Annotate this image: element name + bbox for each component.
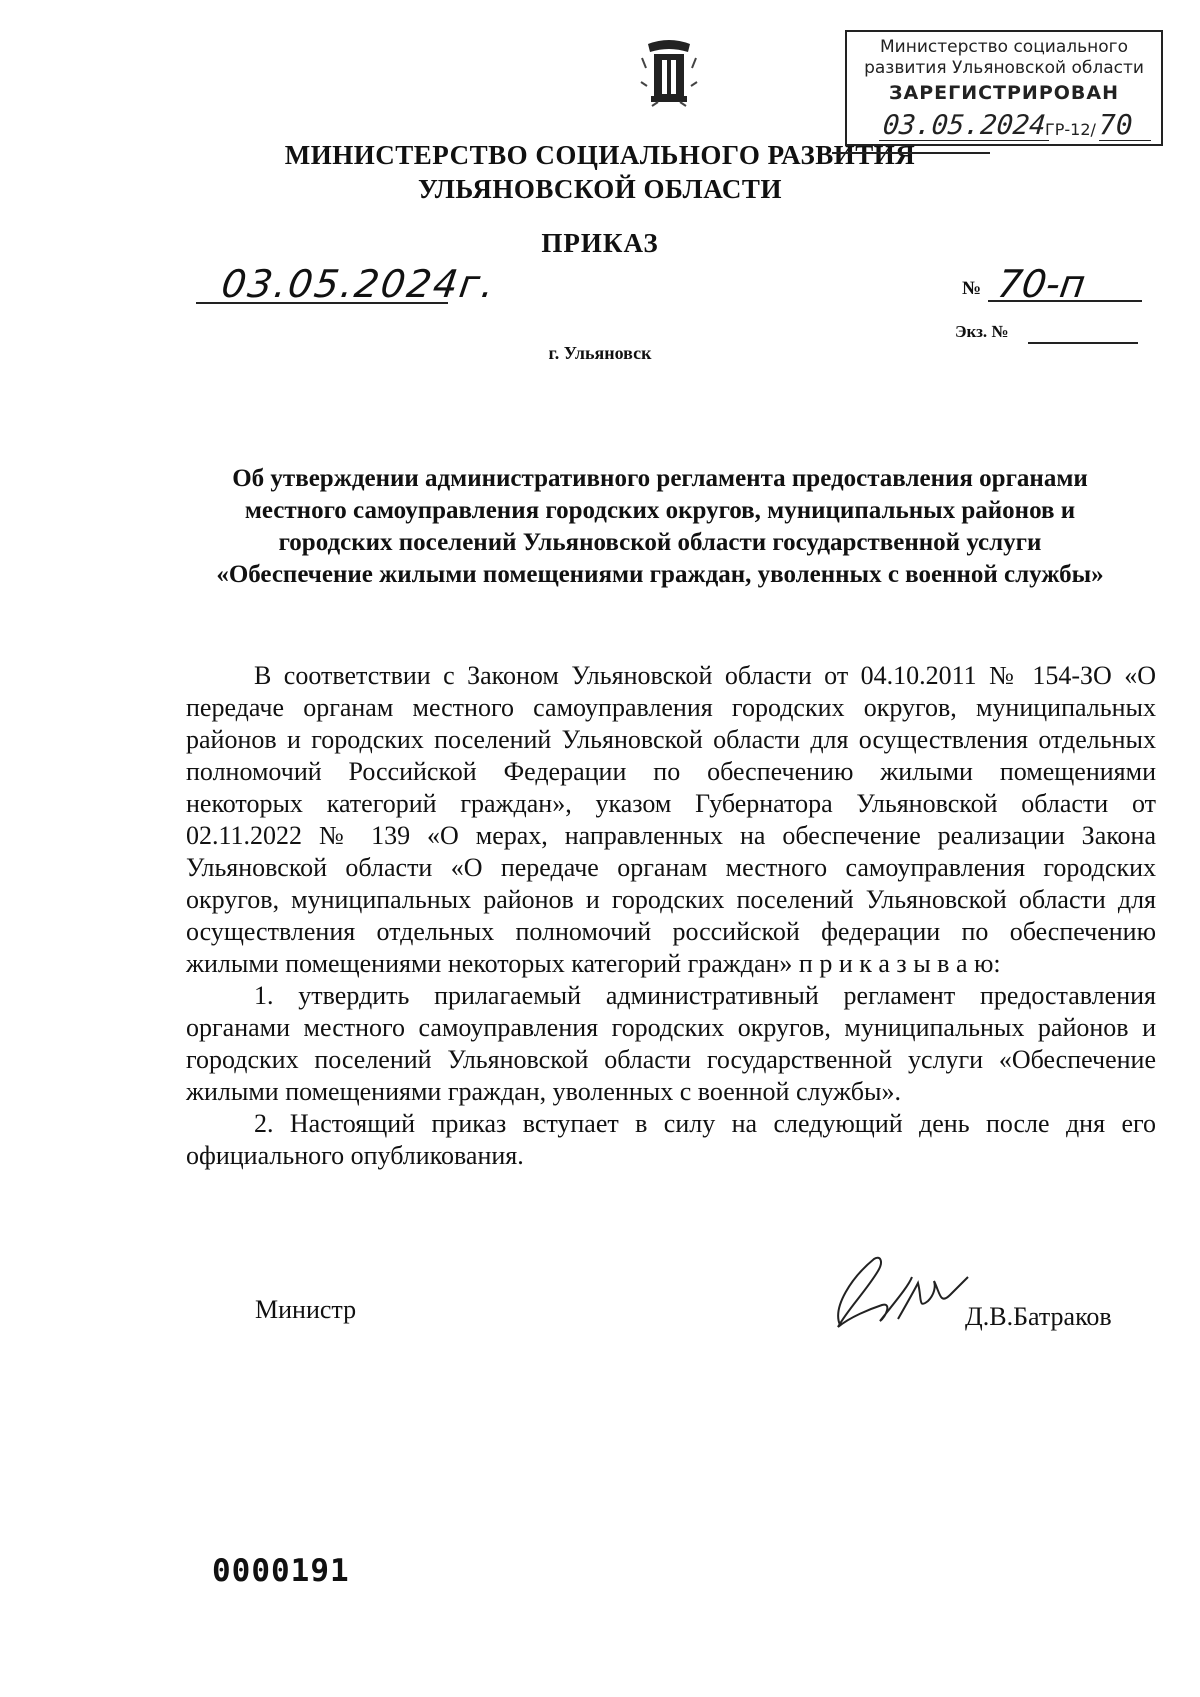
document-serial-number: 0000191 (212, 1553, 350, 1589)
body-paragraph-2: 1. утвердить прилагаемый административный регламент предоставления органами местного самоуправления городских округов, муниципальных районов и городских поселений Ульяновской области государственной услуги «Обеспечение жилыми помещениями граждан, уволенных с военной службы». (186, 981, 1156, 1106)
date-underline (196, 302, 448, 304)
body-paragraph-1: В соответствии с Законом Ульяновской области от 04.10.2011 № 154-ЗО «О передаче органам местного самоуправления городских округов, муниципальных районов и городских поселений Ульяновской области для осуществления отдельных полномочий Российской Федерации по обеспечению жилыми помещениями некоторых категорий граждан», указом Губернатора Ульяновской области от 02.11.2022 № 139 «О мерах, направленных на обеспечение реализации Закона Ульяновской области «О передаче органам местного самоуправления городских округов, муниципальных районов и городских поселений Ульяновской области для осуществления отдельных полномочий российской федерации по обеспечению жилыми помещениями некоторых категорий граждан» п р и к а з ы в а ю: (186, 661, 1156, 978)
stamp-reg-date: 03.05.2024 (881, 110, 1048, 141)
stamp-reg-number: 70 (1099, 108, 1133, 141)
coat-of-arms-icon (638, 38, 700, 112)
handwritten-signature (822, 1247, 972, 1337)
order-date: 03.05.2024г. (218, 262, 499, 306)
body-paragraph-3: 2. Настоящий приказ вступает в силу на следующий день после дня его официального опубликования. (186, 1109, 1156, 1170)
order-body (186, 660, 1156, 1172)
strikethrough-mark (832, 152, 990, 154)
stamp-reg-prefix: ГР-12/ (1045, 120, 1096, 139)
number-label: № (962, 278, 982, 299)
document-type: ПРИКАЗ (541, 228, 659, 258)
ministry-line-2: УЛЬЯНОВСКОЙ ОБЛАСТИ (418, 174, 782, 204)
stamp-line-2: развития Ульяновской области (864, 58, 1144, 78)
city: г. Ульяновск (548, 343, 652, 363)
signatory-position: Министр (255, 1295, 357, 1324)
stamp-status: ЗАРЕГИСТРИРОВАН (888, 82, 1119, 104)
order-subject: Об утверждении административного регламента предоставления органами местного самоуправления городских округов, муниципальных районов и городских поселений Ульяновской области государственной услуги «Обеспечение жилыми помещениями граждан, уволенных с военной службы» (216, 465, 1104, 588)
ministry-line-1: МИНИСТЕРСТВО СОЦИАЛЬНОГО РАЗВИТИЯ (284, 140, 916, 170)
signatory-name: Д.В.Батраков (965, 1302, 1112, 1331)
number-underline (988, 300, 1142, 302)
copy-label: Экз. № (955, 322, 1009, 341)
order-number: 70-п (994, 262, 1089, 306)
registration-stamp (845, 30, 1163, 146)
ministry-name (0, 138, 1200, 206)
stamp-line-1: Министерство социального (880, 37, 1128, 57)
